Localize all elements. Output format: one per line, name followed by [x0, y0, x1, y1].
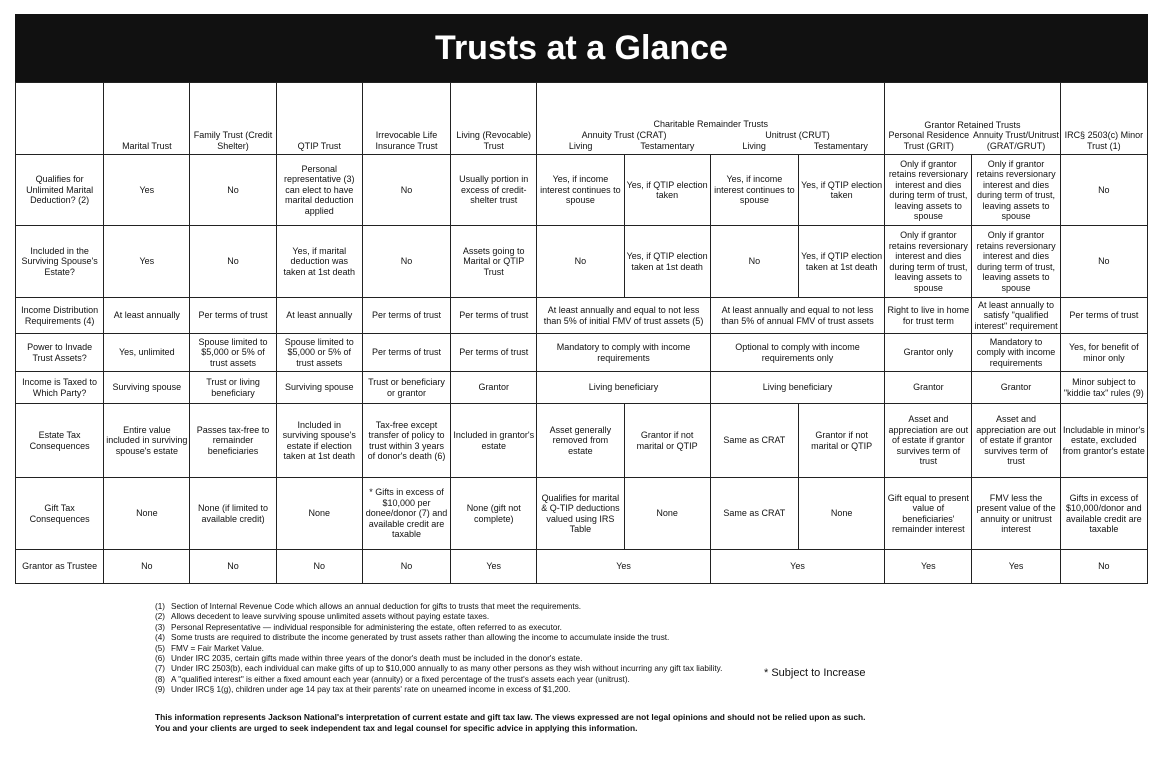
table-row	[16, 404, 1148, 478]
table-cell: Yes, if QTIP election taken	[798, 155, 884, 226]
table-cell: Yes	[710, 550, 884, 584]
table-cell: None	[624, 478, 710, 550]
footnote	[155, 602, 915, 612]
table-cell: Per terms of trust	[190, 298, 276, 334]
table-cell: No	[190, 155, 276, 226]
table-cell: Living beneficiary	[537, 372, 710, 404]
table-cell: Included in grantor's estate	[451, 404, 537, 478]
table-cell: No	[362, 155, 450, 226]
table-cell: Assets going to Marital or QTIP Trust	[451, 226, 537, 298]
col-header: QTIP Trust	[276, 83, 362, 155]
table-cell: Only if grantor retains reversionary interest and dies during term of trust, leaving assets to spouse	[885, 226, 972, 298]
crut-group-label: Unitrust (CRUT)	[765, 130, 830, 140]
footnote-text: A "qualified interest" is either a fixed amount each year (annuity) or a fixed percentage of the trust's assets each year (unitrust).	[171, 674, 630, 684]
table-row	[16, 298, 1148, 334]
table-cell: Yes, if QTIP election taken at 1st death	[624, 226, 710, 298]
table-cell: Per terms of trust	[1060, 298, 1147, 334]
footnote-number: (1)	[155, 602, 166, 611]
table-cell: Personal representative (3) can elect to have marital deduction applied	[276, 155, 362, 226]
footnote	[155, 612, 915, 622]
table-cell: No	[710, 226, 798, 298]
footnote-text: Under IRC 2035, certain gifts made within three years of the donor's death must be included in the donor's estate.	[171, 654, 583, 664]
table-cell: No	[537, 226, 624, 298]
table-cell: No	[1060, 226, 1147, 298]
table-cell: Grantor if not marital or QTIP	[798, 404, 884, 478]
header-row	[16, 83, 1148, 155]
row-label: Income is Taxed to Which Party?	[16, 372, 104, 404]
table-cell: No	[190, 226, 276, 298]
table-cell: None	[798, 478, 884, 550]
table-cell: No	[104, 550, 190, 584]
footnote	[155, 633, 915, 643]
table-row	[16, 478, 1148, 550]
col-header: Testamentary	[640, 140, 695, 151]
footnote-number: (7)	[155, 664, 166, 674]
disclaimer-line: This information represents Jackson National's interpretation of current estate and gift tax law. The views expressed are not legal opinions and should not be relied upon as such.	[155, 712, 866, 722]
table-cell: Gift equal to present value of beneficiaries' remainder interest	[885, 478, 972, 550]
footnote	[155, 685, 915, 695]
table-cell: Per terms of trust	[451, 334, 537, 372]
col-header: Marital Trust	[104, 83, 190, 155]
footnote-text: Under IRC 2503(b), each individual can make gifts of up to $10,000 annually to as many other persons as they wish without incurring any gift tax liability.	[171, 664, 723, 674]
table-cell: None (gift not complete)	[451, 478, 537, 550]
table-cell: No	[276, 550, 362, 584]
table-cell: Yes	[537, 550, 710, 584]
table-cell: None	[104, 478, 190, 550]
footnote-text: Allows decedent to leave surviving spouse unlimited assets without paying estate taxes.	[171, 612, 490, 622]
table-cell: Asset and appreciation are out of estate if grantor survives term of trust	[885, 404, 972, 478]
table-cell: Yes, if income interest continues to spouse	[710, 155, 798, 226]
footnote-text: Personal Representative — individual responsible for administering the estate, often referred to as executor.	[171, 622, 562, 632]
table-cell: Grantor only	[885, 334, 972, 372]
table-cell: Mandatory to comply with income requirements	[537, 334, 710, 372]
table-cell: Yes	[104, 226, 190, 298]
title-banner	[15, 14, 1148, 82]
footnote	[155, 623, 915, 633]
col-header: Family Trust (Credit Shelter)	[190, 83, 276, 155]
table-cell: Gifts in excess of $10,000/donor and available credit are taxable	[1060, 478, 1147, 550]
table-cell: Yes	[972, 550, 1060, 584]
table-cell: Per terms of trust	[451, 298, 537, 334]
row-label: Grantor as Trustee	[16, 550, 104, 584]
footnote	[155, 644, 915, 654]
footnote-text: Section of Internal Revenue Code which allows an annual deduction for gifts to trusts that meet the requirements.	[171, 602, 582, 611]
table-cell: Usually portion in excess of credit-shelter trust	[451, 155, 537, 226]
table-cell: At least annually	[276, 298, 362, 334]
footnote-number: (3)	[155, 622, 166, 632]
footnotes	[155, 602, 915, 696]
table-cell: At least annually	[104, 298, 190, 334]
footnote-text: Under IRC§ 1(g), children under age 14 pay tax at their parents' rate on unearned income in excess of $1,200.	[171, 685, 571, 695]
table-cell: Minor subject to "kiddie tax" rules (9)	[1060, 372, 1147, 404]
table-cell: Mandatory to comply with income requirements	[972, 334, 1060, 372]
table-row	[16, 155, 1148, 226]
table-cell: Surviving spouse	[104, 372, 190, 404]
footnote-number: (8)	[155, 674, 166, 684]
footnote-number: (4)	[155, 633, 166, 643]
col-header: IRC§ 2503(c) Minor Trust (1)	[1060, 83, 1147, 155]
table-cell: Right to live in home for trust term	[885, 298, 972, 334]
row-label: Included in the Surviving Spouse's Estate?	[16, 226, 104, 298]
table-cell: None	[276, 478, 362, 550]
table-cell: Trust or beneficiary or grantor	[362, 372, 450, 404]
subject-to-increase-note: * Subject to Increase	[764, 667, 866, 679]
table-cell: Asset generally removed from estate	[537, 404, 624, 478]
footnote-number: (6)	[155, 654, 166, 664]
table-cell: Spouse limited to $5,000 or 5% of trust assets	[276, 334, 362, 372]
col-header: Personal Residence Trust (GRIT)	[888, 130, 970, 151]
table-cell: No	[362, 226, 450, 298]
grantor-header	[885, 83, 1060, 155]
table-cell: Qualifies for marital & Q-TIP deductions valued using IRS Table	[537, 478, 624, 550]
grantor-group-label: Grantor Retained Trusts	[924, 119, 1021, 130]
row-label: Income Distribution Requirements (4)	[16, 298, 104, 334]
table-cell: Trust or living beneficiary	[190, 372, 276, 404]
table-row	[16, 372, 1148, 404]
table-cell: * Gifts in excess of $10,000 per donee/donor (7) and available credit are taxable	[362, 478, 450, 550]
footnote	[155, 654, 915, 664]
table-cell: Grantor if not marital or QTIP	[624, 404, 710, 478]
col-header: Living (Revocable) Trust	[451, 83, 537, 155]
charitable-group-label: Charitable Remainder Trusts	[653, 118, 769, 129]
table-cell: Yes, for benefit of minor only	[1060, 334, 1147, 372]
table-cell: No	[1060, 550, 1147, 584]
row-label: Qualifies for Unlimited Marital Deduction? (2)	[16, 155, 104, 226]
disclaimer-line: You and your clients are urged to seek independent tax and legal counsel for specific advice in applying this information.	[155, 723, 638, 733]
table-cell: Per terms of trust	[362, 298, 450, 334]
footnote-number: (2)	[155, 612, 166, 622]
table-cell: No	[362, 550, 450, 584]
table-cell: Living beneficiary	[710, 372, 884, 404]
row-label: Estate Tax Consequences	[16, 404, 104, 478]
table-cell: Tax-free except transfer of policy to trust within 3 years of donor's death (6)	[362, 404, 450, 478]
table-cell: Yes, if QTIP election taken	[624, 155, 710, 226]
col-header: Living	[568, 140, 593, 151]
table-cell: Entire value included in surviving spouse's estate	[104, 404, 190, 478]
corner-cell	[16, 83, 104, 155]
col-header: Annuity Trust/Unitrust (GRAT/GRUT)	[973, 130, 1060, 151]
table-cell: Grantor	[972, 372, 1060, 404]
table-cell: None (if limited to available credit)	[190, 478, 276, 550]
table-cell: Yes, if QTIP election taken at 1st death	[798, 226, 884, 298]
table-cell: Only if grantor retains reversionary interest and dies during term of trust, leaving assets to spouse	[885, 155, 972, 226]
footnote-text: FMV = Fair Market Value.	[171, 643, 264, 653]
table-cell: Only if grantor retains reversionary interest and dies during term of trust, leaving assets to spouse	[972, 226, 1060, 298]
table-cell: FMV less the present value of the annuity or unitrust interest	[972, 478, 1060, 550]
table-row	[16, 334, 1148, 372]
row-label: Gift Tax Consequences	[16, 478, 104, 550]
col-header: Irrevocable Life Insurance Trust	[362, 83, 450, 155]
table-cell: Yes, unlimited	[104, 334, 190, 372]
table-cell: Grantor	[451, 372, 537, 404]
col-header: Testamentary	[813, 140, 868, 151]
table-cell: At least annually and equal to not less than 5% of initial FMV of trust assets (5)	[537, 298, 710, 334]
footnote-number: (5)	[155, 643, 166, 653]
table-cell: At least annually and equal to not less than 5% of annual FMV of trust assets	[710, 298, 884, 334]
charitable-header	[537, 83, 885, 155]
footnote-number: (9)	[155, 685, 166, 695]
table-row	[16, 226, 1148, 298]
disclaimer	[155, 712, 1055, 734]
table-cell: Passes tax-free to remainder beneficiaries	[190, 404, 276, 478]
table-cell: Included in surviving spouse's estate if election taken at 1st death	[276, 404, 362, 478]
table-cell: Same as CRAT	[710, 404, 798, 478]
table-row	[16, 550, 1148, 584]
table-cell: Grantor	[885, 372, 972, 404]
trusts-table	[15, 82, 1148, 584]
table-cell: Only if grantor retains reversionary interest and dies during term of trust, leaving assets to spouse	[972, 155, 1060, 226]
table-cell: No	[190, 550, 276, 584]
table-cell: Asset and appreciation are out of estate if grantor survives term of trust	[972, 404, 1060, 478]
crat-group-label: Annuity Trust (CRAT)	[581, 130, 667, 140]
table-cell: Same as CRAT	[710, 478, 798, 550]
table-cell: Yes	[104, 155, 190, 226]
table-cell: Optional to comply with income requirements only	[710, 334, 884, 372]
table-cell: Spouse limited to $5,000 or 5% of trust assets	[190, 334, 276, 372]
table-cell: Per terms of trust	[362, 334, 450, 372]
table-cell: Includable in minor's estate, excluded from grantor's estate	[1060, 404, 1147, 478]
table-cell: At least annually to satisfy "qualified interest" requirement	[972, 298, 1060, 334]
page-title: Trusts at a Glance	[435, 28, 728, 67]
table-cell: Yes, if marital deduction was taken at 1st death	[276, 226, 362, 298]
col-header: Living	[742, 140, 766, 151]
table-cell: No	[1060, 155, 1147, 226]
table-cell: Surviving spouse	[276, 372, 362, 404]
footnote-text: Some trusts are required to distribute the income generated by trust assets rather than allowing the income to accumulate inside the trust.	[171, 633, 670, 643]
table-cell: Yes	[885, 550, 972, 584]
table-cell: Yes, if income interest continues to spouse	[537, 155, 624, 226]
table-cell: Yes	[451, 550, 537, 584]
row-label: Power to Invade Trust Assets?	[16, 334, 104, 372]
